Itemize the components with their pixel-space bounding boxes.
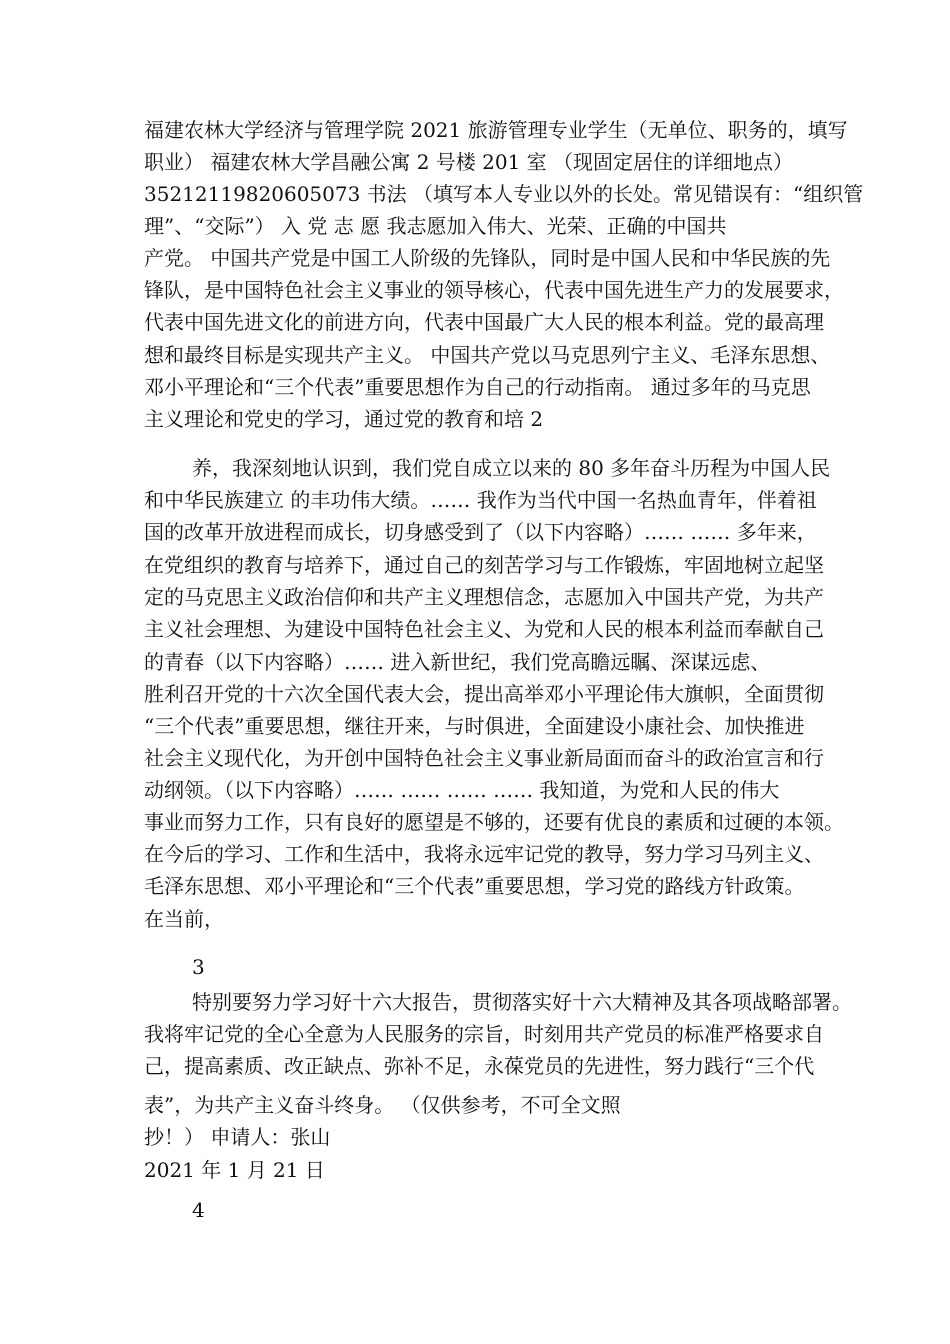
text-line: 己，提高素质、改正缺点、弥补不足，永葆党员的先进性，努力践行“三个代 [144,1054,815,1078]
text-line: 的青春（以下内容略）…… 进入新世纪，我们党高瞻远瞩、深谋远虑、 [144,650,771,674]
text-line: “三个代表”重要思想，继往开来，与时俱进，全面建设小康社会、加快推进 [144,714,805,738]
text-line: 锋队，是中国特色社会主义事业的领导核心，代表中国先进生产力的发展要求， [144,278,844,302]
text-line: 想和最终目标是实现共产主义。 中国共产党以马克思列宁主义、毛泽东思想、 [144,343,831,367]
text-line: 主义社会理想、为建设中国特色社会主义、为党和人民的根本利益而奉献自己 [144,617,824,641]
text-line: 福建农林大学经济与管理学院 2021 旅游管理专业学生（无单位、职务的，填写 [144,118,848,142]
text-line: 代表中国先进文化的前进方向，代表中国最广大人民的根本利益。党的最高理 [144,310,824,334]
text-line: 我将牢记党的全心全意为人民服务的宗旨，时刻用共产党员的标准严格要求自 [144,1022,824,1046]
text-line: 社会主义现代化，为开创中国特色社会主义事业新局面而奋斗的政治宣言和行 [144,746,824,770]
text-line: 养，我深刻地认识到，我们党自成立以来的 80 多年奋斗历程为中国人民 [192,456,831,480]
text-line: 定的马克思主义政治信仰和共产主义理想信念，志愿加入中国共产党，为共产 [144,585,824,609]
text-line: 在党组织的教育与培养下，通过自己的刻苦学习与工作锻炼，牢固地树立起坚 [144,553,824,577]
text-line: 职业） 福建农林大学昌融公寓 2 号楼 201 室 （现固定居住的详细地点） [144,150,794,174]
text-line: 国的改革开放进程而成长，切身感受到了（以下内容略）…… …… 多年来， [144,520,817,544]
text-line: 邓小平理论和“三个代表”重要思想作为自己的行动指南。 通过多年的马克思 [144,375,811,399]
text-line: 事业而努力工作，只有良好的愿望是不够的，还要有优良的素质和过硬的本领。 [144,810,844,834]
text-line: 毛泽东思想、邓小平理论和“三个代表”重要思想，学习党的路线方针政策。 [144,874,805,898]
signature-line: 抄！） 申请人：张山 [144,1125,331,1149]
text-line: 表”，为共产主义奋斗终身。 （仅供参考，不可全文照 [144,1093,621,1117]
text-line: 35212119820605073 书法 （填写本人专业以外的长处。常见错误有：“组织管 [144,182,864,206]
text-line: 产党。 中国共产党是中国工人阶级的先锋队，同时是中国人民和中华民族的先 [144,246,831,270]
text-line: 胜利召开党的十六次全国代表大会，提出高举邓小平理论伟大旗帜，全面贯彻 [144,682,824,706]
text-line: 主义理论和党史的学习，通过党的教育和培 2 [144,407,544,431]
page-number: 3 [192,955,205,979]
text-line: 动纲领。（以下内容略）…… …… …… …… 我知道，为党和人民的伟大 [144,778,780,802]
text-line: 和中华民族建立 的丰功伟大绩。…… 我作为当代中国一名热血青年，伴着祖 [144,488,817,512]
date-line: 2021 年 1 月 21 日 [144,1158,325,1182]
text-line: 特别要努力学习好十六大报告，贯彻落实好十六大精神及其各项战略部署。 [192,990,852,1014]
text-line: 理”、“交际”） 入 党 志 愿 我志愿加入伟大、光荣、正确的中国共 [144,214,727,238]
text-line: 在今后的学习、工作和生活中，我将永远牢记党的教导，努力学习马列主义、 [144,842,824,866]
page-number: 4 [192,1198,205,1222]
text-line: 在当前， [144,907,224,931]
